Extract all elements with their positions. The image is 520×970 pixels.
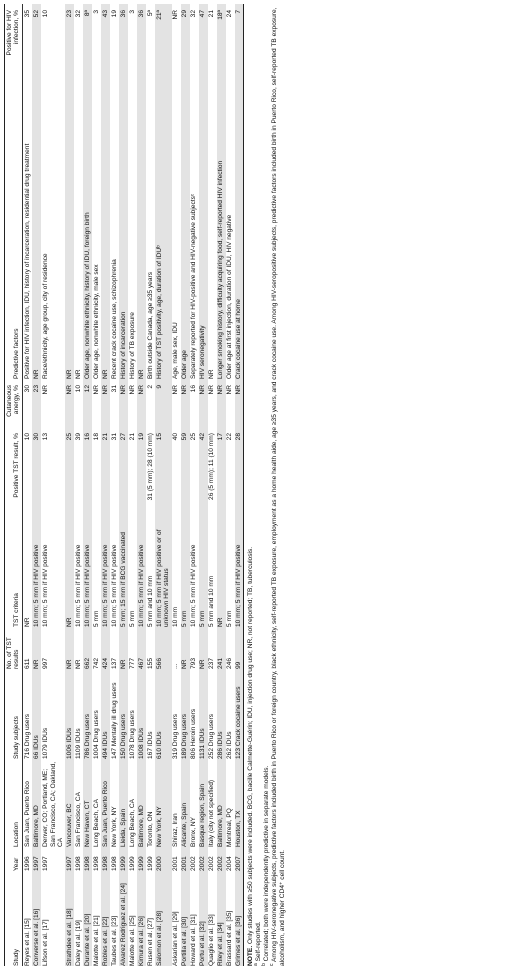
table-cell: 10 mm; 5 mm if HIV positive bbox=[235, 507, 244, 627]
table-cell: 5 mm bbox=[93, 610, 101, 627]
table-cell: 10 bbox=[42, 10, 49, 18]
table-cell: Birth outside Canada, age ≥35 years bbox=[146, 272, 154, 379]
table-cell: 17 bbox=[217, 427, 226, 507]
table-cell: Age, male sex, IDU bbox=[172, 322, 180, 379]
table-cell: 1997 bbox=[32, 847, 41, 871]
table-cell: HIV seronegativity bbox=[199, 64, 208, 379]
col-header: Predictive factors bbox=[5, 64, 23, 379]
table-cell: 19 bbox=[111, 10, 118, 18]
table-cell: 24 bbox=[226, 10, 234, 18]
table-cell: 19 bbox=[137, 427, 146, 507]
table-cell: 10 mm; 5 mm if HIV positive bbox=[83, 507, 92, 627]
table-cell: 2 bbox=[146, 385, 154, 389]
table-cell: NR bbox=[24, 617, 32, 627]
table-row bbox=[101, 4, 110, 966]
table-cell: Denver, CO; Portland, ME; San Francisco, CA; Oakland, CA bbox=[42, 761, 65, 847]
table-cell: 2002 bbox=[199, 847, 208, 871]
table-cell: Houston, TX bbox=[235, 759, 244, 847]
table-notes bbox=[247, 4, 286, 966]
footnote-mark: b bbox=[260, 963, 267, 966]
table-cell: 16 bbox=[190, 385, 198, 393]
table-cell: San Francisco, CA bbox=[75, 792, 83, 847]
table-cell: 5 mm and 10 mm bbox=[208, 575, 216, 627]
table-cell: NR bbox=[101, 64, 110, 379]
table-cell: 1079 IDUs bbox=[42, 727, 49, 759]
table-row bbox=[172, 4, 181, 966]
table-cell: 29 bbox=[181, 4, 190, 64]
table-cell: NR bbox=[235, 379, 244, 427]
table-cell: Kimura et al. [26] bbox=[137, 871, 146, 966]
table-cell: NR bbox=[101, 379, 110, 427]
table-cell: NR bbox=[226, 385, 234, 395]
table-cell: Basque region, Spain bbox=[199, 759, 208, 847]
table-row bbox=[190, 4, 199, 966]
table-cell: 21 bbox=[101, 427, 110, 507]
table-cell: 10 mm; 5 mm if HIV positive bbox=[101, 507, 110, 627]
col-header: TST criteria bbox=[5, 507, 23, 627]
table-cell: 25 bbox=[65, 427, 74, 507]
table-cell: NR bbox=[65, 379, 74, 427]
table-cell: 21 bbox=[128, 433, 136, 441]
table-cell: 10 mm; 5 mm if HIV positive bbox=[190, 544, 198, 627]
table-cell: NR bbox=[119, 379, 128, 427]
table-cell: New York, NY bbox=[155, 759, 172, 847]
table-cell: Alicante, Spain bbox=[181, 759, 190, 847]
table-cell: Baltimore, MD bbox=[32, 759, 41, 847]
table-cell: 43 bbox=[101, 4, 110, 64]
table-cell: 252 Drug users bbox=[208, 713, 216, 759]
table-cell: 9 bbox=[155, 379, 172, 427]
col-header: Cutaneous anergy, % bbox=[5, 379, 23, 427]
table-cell: 5ª bbox=[146, 10, 154, 17]
col-header: Location bbox=[5, 759, 23, 847]
table-row bbox=[41, 4, 65, 966]
table-cell: Long Beach, CA bbox=[128, 798, 136, 847]
table-row bbox=[155, 4, 172, 966]
table-cell: 189 Drug users bbox=[181, 669, 190, 759]
table-cell: Portu et al. [32] bbox=[199, 871, 208, 966]
table-cell: Long Beach, CA bbox=[93, 798, 101, 847]
table-cell: New Haven, CT bbox=[83, 759, 92, 847]
table-row bbox=[110, 4, 119, 966]
table-cell: 262 IDUs bbox=[226, 731, 234, 759]
table-cell: Shiraz, Iran bbox=[172, 813, 180, 847]
table-cell: 10 mm; 5 mm if HIV positive bbox=[111, 544, 118, 627]
table-cell: Grimes et al. [36] bbox=[235, 871, 244, 966]
table-cell: 7 bbox=[235, 4, 244, 64]
note-general bbox=[247, 4, 255, 966]
table-cell: 1006 IDUs bbox=[65, 669, 74, 759]
table-cell: NR bbox=[65, 627, 74, 669]
table-cell: Baltimore, MD bbox=[217, 759, 226, 847]
footnote-text: Self-reported. bbox=[255, 921, 263, 962]
table-body bbox=[23, 4, 244, 966]
table-cell: 52 bbox=[32, 4, 41, 64]
table-cell: 8ª bbox=[83, 4, 92, 64]
table-cell: 59 bbox=[181, 427, 190, 507]
table-cell: NR bbox=[128, 385, 136, 395]
table-cell: Salomon et al. [28] bbox=[155, 871, 172, 966]
table-cell: 241 bbox=[217, 627, 226, 669]
table-cell: 42 bbox=[199, 427, 208, 507]
footnote-text: Among HIV-seronegative subjects, predictive factors included birth in Puerto Rico or foreign country, black ethnicity, self-reported TB exposure, employment as a home health aide, age ≥35 years, and crack cocaine use. Among HIV-seropositive subjects, predictive factors included birth in Puerto Rico, self-reported TB exposure, alcoholism, and higher CD4⁺ cell count. bbox=[270, 7, 286, 966]
table-cell: 16 bbox=[83, 427, 92, 507]
table-cell: NR bbox=[217, 507, 226, 627]
table-cell: 1131 IDUs bbox=[199, 669, 208, 759]
table-cell: 610 IDUs bbox=[155, 669, 172, 759]
table-cell: Robles et al. [22] bbox=[101, 871, 110, 966]
table-row bbox=[217, 4, 226, 966]
table-cell: NR bbox=[93, 385, 101, 395]
table-cell: 3 bbox=[128, 10, 136, 14]
table-cell: 1004 Drug users bbox=[93, 710, 101, 759]
table-row bbox=[181, 4, 190, 966]
table-cell: 10 mm bbox=[172, 606, 180, 627]
table-cell: Older age at first injection, duration of IDU, HIV negative bbox=[226, 214, 234, 379]
table-row bbox=[32, 4, 41, 966]
table-cell: 27 bbox=[119, 427, 128, 507]
table-cell: 1999 bbox=[128, 856, 136, 871]
table-cell: 28 bbox=[235, 427, 244, 507]
table-cell: 10 mm; 5 mm if HIV positive bbox=[137, 507, 146, 627]
table-cell: 1998 bbox=[111, 856, 118, 871]
table-cell: 997 bbox=[42, 657, 49, 669]
table-cell: 1998 bbox=[83, 847, 92, 871]
table-cell: 10 bbox=[24, 433, 32, 441]
table-row bbox=[235, 4, 244, 966]
table-cell: Brassard et al. [35] bbox=[226, 910, 234, 966]
footnote-b bbox=[260, 4, 271, 966]
table-cell: 21ª bbox=[155, 4, 172, 64]
table-cell: 2002 bbox=[217, 847, 226, 871]
note-label: NOTE. bbox=[247, 945, 255, 966]
table-cell: 23 bbox=[32, 379, 41, 427]
table-cell: 32 bbox=[190, 10, 198, 18]
table-row bbox=[208, 4, 217, 966]
table-row bbox=[226, 4, 235, 966]
table-cell: 155 bbox=[146, 657, 154, 669]
table-cell: 147 Mentally ill drug users bbox=[111, 682, 118, 759]
table-cell: 30 bbox=[24, 385, 32, 393]
table-cell: 1999 bbox=[146, 856, 154, 871]
table-row bbox=[23, 4, 32, 966]
table-cell: 18 bbox=[93, 433, 101, 441]
table-cell: 286 IDUs bbox=[217, 669, 226, 759]
footnote-a bbox=[255, 4, 263, 966]
table-cell: 2007 bbox=[235, 847, 244, 871]
table-cell: 2002 bbox=[190, 856, 198, 871]
table-cell: 21 bbox=[208, 10, 216, 18]
table-cell: 66 IDUs bbox=[32, 669, 41, 759]
table-cell: 742 bbox=[93, 657, 101, 669]
table-cell: 786 Drug users bbox=[83, 669, 92, 759]
table-cell: 1996 bbox=[24, 856, 32, 871]
table-cell: NR bbox=[65, 64, 74, 379]
table-cell: 1998 bbox=[75, 856, 83, 871]
table-cell: NR bbox=[217, 379, 226, 427]
table-cell: Riley et al. [34] bbox=[217, 871, 226, 966]
table-cell: Longer smoking history, difficulty acquiring food, self-reported HIV infection bbox=[217, 64, 226, 379]
table-cell: 494 IDUs bbox=[101, 669, 110, 759]
table-cell: San Juan, Puerto Rico bbox=[101, 759, 110, 847]
table-cell: 793 bbox=[190, 657, 198, 669]
table-cell: NR bbox=[119, 627, 128, 669]
table-cell: 5 mm bbox=[226, 610, 234, 627]
table-cell: NR bbox=[181, 379, 190, 427]
table-cell: NR bbox=[172, 385, 180, 395]
table-cell: Durante et al. [20] bbox=[83, 871, 92, 966]
table-cell: 5 mm and 10 mm bbox=[146, 575, 154, 627]
table-cell: 12 bbox=[83, 379, 92, 427]
table-cell: History of TB exposure bbox=[128, 312, 136, 379]
table-cell: 5 mm bbox=[128, 610, 136, 627]
table-row bbox=[65, 4, 74, 966]
table-cell: History of incarceration bbox=[119, 64, 128, 379]
table-cell: Converse et al. [16] bbox=[32, 871, 41, 966]
table-cell: New York, NY bbox=[111, 806, 118, 847]
table-cell: 10 mm; 5 mm if HIV positive bbox=[75, 544, 83, 627]
table-cell: Quaglio et al. [33] bbox=[208, 914, 216, 966]
table-cell: 10 bbox=[75, 385, 83, 393]
col-header: Positive for HIV infection, % bbox=[5, 4, 23, 64]
table-cell: Race/ethnicity, age group, city of residence bbox=[42, 253, 49, 379]
table-cell: 10 mm; 5 mm if HIV positive bbox=[32, 507, 41, 627]
table-cell: San Juan, Puerto Rico bbox=[24, 781, 32, 847]
table-cell: 36 bbox=[137, 4, 146, 64]
table-row bbox=[137, 4, 146, 966]
table-cell: Lifson et al. [17] bbox=[42, 919, 49, 966]
table-cell: 167 IDUs bbox=[146, 731, 154, 759]
table-cell: 31 bbox=[111, 385, 118, 393]
col-header: Positive TST result, % bbox=[5, 427, 23, 507]
note-text: Only studies with ≥50 subjects were included. BCG, bacille Calmette-Guérin; IDU, injection drug use; NR, not reported; TB, tuberculosis. bbox=[247, 546, 255, 944]
table-cell: Askarian et al. [29] bbox=[172, 911, 180, 966]
table-cell: Older age bbox=[181, 64, 190, 379]
table-cell: 15 bbox=[155, 427, 172, 507]
table-cell: Lleida, Spain bbox=[119, 759, 128, 847]
table-cell: 35 bbox=[24, 10, 32, 18]
table-cell: 1999 bbox=[137, 847, 146, 871]
table-cell: 2002 bbox=[208, 856, 216, 871]
table-cell: Taubes et al. [23] bbox=[111, 915, 118, 966]
table-cell: NR bbox=[137, 379, 146, 427]
table-cell: 2001 bbox=[172, 856, 180, 871]
table-cell: 319 Drug users bbox=[172, 713, 180, 759]
table-cell: NR bbox=[32, 64, 41, 379]
table-row bbox=[146, 4, 155, 966]
table-cell: 26 (5 mm); 11 (10 mm) bbox=[208, 433, 216, 500]
table-cell: Toronto, ON bbox=[146, 811, 154, 847]
table-cell: 10 mm; 5 mm if HIV positive bbox=[42, 544, 49, 627]
table-cell: 13 bbox=[42, 433, 49, 441]
col-header: Year bbox=[5, 847, 23, 871]
table-cell: Older age, nonwhite ethnicity, history of IDU, foreign birth bbox=[83, 64, 92, 379]
table-cell: 1999 bbox=[119, 847, 128, 871]
table-cell: 31 (5 mm); 28 (10 mm) bbox=[146, 433, 154, 501]
table-cell: 31 bbox=[111, 433, 118, 441]
table-cell: 716 Drug users bbox=[24, 713, 32, 759]
table-cell: NR bbox=[208, 369, 216, 379]
table-cell: 137 bbox=[111, 657, 118, 669]
table-cell: Crack cocaine use at home bbox=[235, 64, 244, 379]
table-cell: Italy (city not specified) bbox=[208, 779, 216, 847]
table-row bbox=[74, 4, 83, 966]
table-cell: Separately reported for HIV-positive and HIV-negative subjectsᶜ bbox=[190, 193, 198, 379]
footnote-mark: c bbox=[268, 963, 275, 966]
table-cell: 662 bbox=[83, 627, 92, 669]
table-cell: 806 Heroin users bbox=[190, 708, 198, 759]
table-cell: 22 bbox=[226, 433, 234, 441]
table-cell: Malotte et al. [21] bbox=[93, 915, 101, 966]
table-cell: 3 bbox=[93, 10, 101, 14]
table-cell: 1997 bbox=[65, 847, 74, 871]
table-cell: 1109 IDUs bbox=[75, 728, 83, 759]
table-cell: 150 Drug users bbox=[119, 669, 128, 759]
table-row bbox=[128, 4, 137, 966]
col-header: Study subjects bbox=[5, 669, 23, 759]
table-cell: 2000 bbox=[155, 847, 172, 871]
table-cell: 467 bbox=[137, 627, 146, 669]
table-cell: 18ª bbox=[217, 4, 226, 64]
table-cell: NR bbox=[42, 385, 49, 395]
table-cell: 47 bbox=[199, 4, 208, 64]
table-cell: 237 bbox=[208, 657, 216, 669]
table-cell: 30 bbox=[32, 427, 41, 507]
studies-table bbox=[4, 4, 244, 966]
table-cell: 39 bbox=[75, 433, 83, 441]
table-cell: Portilla et al. [30] bbox=[181, 871, 190, 966]
table-cell: 23 bbox=[65, 4, 74, 64]
table-cell: Positive for HIV infection, IDU, history of incarceration, residential drug treatment bbox=[24, 143, 32, 379]
table-row bbox=[199, 4, 208, 966]
table-cell: 1998 bbox=[93, 856, 101, 871]
table-row bbox=[83, 4, 92, 966]
table-cell: 40 bbox=[172, 433, 180, 441]
table-cell: 611 bbox=[24, 658, 32, 669]
table-cell: History of TST positivity, age, duration of IDUᵇ bbox=[155, 64, 172, 379]
table-cell: NR bbox=[172, 10, 180, 20]
table-cell: Reyes et al. [15] bbox=[24, 918, 32, 966]
table-cell: Bronx, NY bbox=[190, 816, 198, 847]
table-cell: Baltimore, MD bbox=[137, 759, 146, 847]
table-cell: 99 bbox=[235, 627, 244, 669]
col-header: Study bbox=[5, 871, 23, 966]
table-cell: NR bbox=[75, 369, 83, 379]
table-cell: 5 mm bbox=[181, 507, 190, 627]
table-cell: Recent crack cocaine use, schizophrenia bbox=[111, 259, 118, 379]
table-cell: ... bbox=[172, 663, 180, 669]
table-cell: 1008 IDUs bbox=[137, 669, 146, 759]
table-cell: 10 mm; 5 mm if HIV positive or of unknown HIV status bbox=[155, 507, 172, 627]
table-row bbox=[119, 4, 128, 966]
table-cell: NR bbox=[32, 627, 41, 669]
table-cell: NR bbox=[137, 64, 146, 379]
table-cell: 1078 Drug users bbox=[128, 710, 136, 759]
table-cell: NR bbox=[199, 379, 208, 427]
table-cell: Strathdee et al. [18] bbox=[65, 871, 74, 966]
footnote-text: Correlated; both were independently predictive in separate models. bbox=[263, 765, 271, 962]
table-cell: NR bbox=[65, 507, 74, 627]
table-cell: 777 bbox=[128, 657, 136, 669]
footnote-c bbox=[268, 4, 287, 966]
table-cell: 25 bbox=[190, 433, 198, 441]
footnote-mark: a bbox=[253, 963, 260, 966]
table-row bbox=[92, 4, 101, 966]
table-cell: 1998 bbox=[101, 847, 110, 871]
table-cell: NR bbox=[199, 627, 208, 669]
table-cell: 5 mm bbox=[199, 507, 208, 627]
table-cell: 246 bbox=[226, 657, 234, 669]
table-cell: 36 bbox=[119, 4, 128, 64]
col-header: No. of TST results bbox=[5, 627, 23, 669]
table-cell: Montreal, PQ bbox=[226, 808, 234, 847]
table-cell: Howard et al. [31] bbox=[190, 914, 198, 966]
table-cell: 1997 bbox=[42, 856, 49, 871]
table-cell: Malotte et al. [25] bbox=[128, 915, 136, 966]
table-cell: NR bbox=[75, 659, 83, 669]
table-cell: 566 bbox=[155, 627, 172, 669]
table-cell: NR bbox=[181, 627, 190, 669]
table-cell: Vancouver, BC bbox=[65, 759, 74, 847]
table-header-row bbox=[5, 4, 23, 966]
table-cell: Older age, nonwhite ethnicity, male sex bbox=[93, 264, 101, 379]
table-cell: 5 mm; 15 mm if BCG vaccinated bbox=[119, 507, 128, 627]
table-cell: Alvarez Rodriguez et al. [24] bbox=[119, 871, 128, 966]
table-cell: 123 Crack cocaine users bbox=[235, 669, 244, 759]
table-cell: 2001 bbox=[181, 847, 190, 871]
table-cell: Rusen et al. [27] bbox=[146, 917, 154, 966]
table-cell: 32 bbox=[75, 10, 83, 18]
table-cell: Daley et al. [19] bbox=[75, 920, 83, 966]
table-cell: 424 bbox=[101, 627, 110, 669]
table-cell: 2004 bbox=[226, 856, 234, 871]
table-cell: NR bbox=[208, 385, 216, 395]
